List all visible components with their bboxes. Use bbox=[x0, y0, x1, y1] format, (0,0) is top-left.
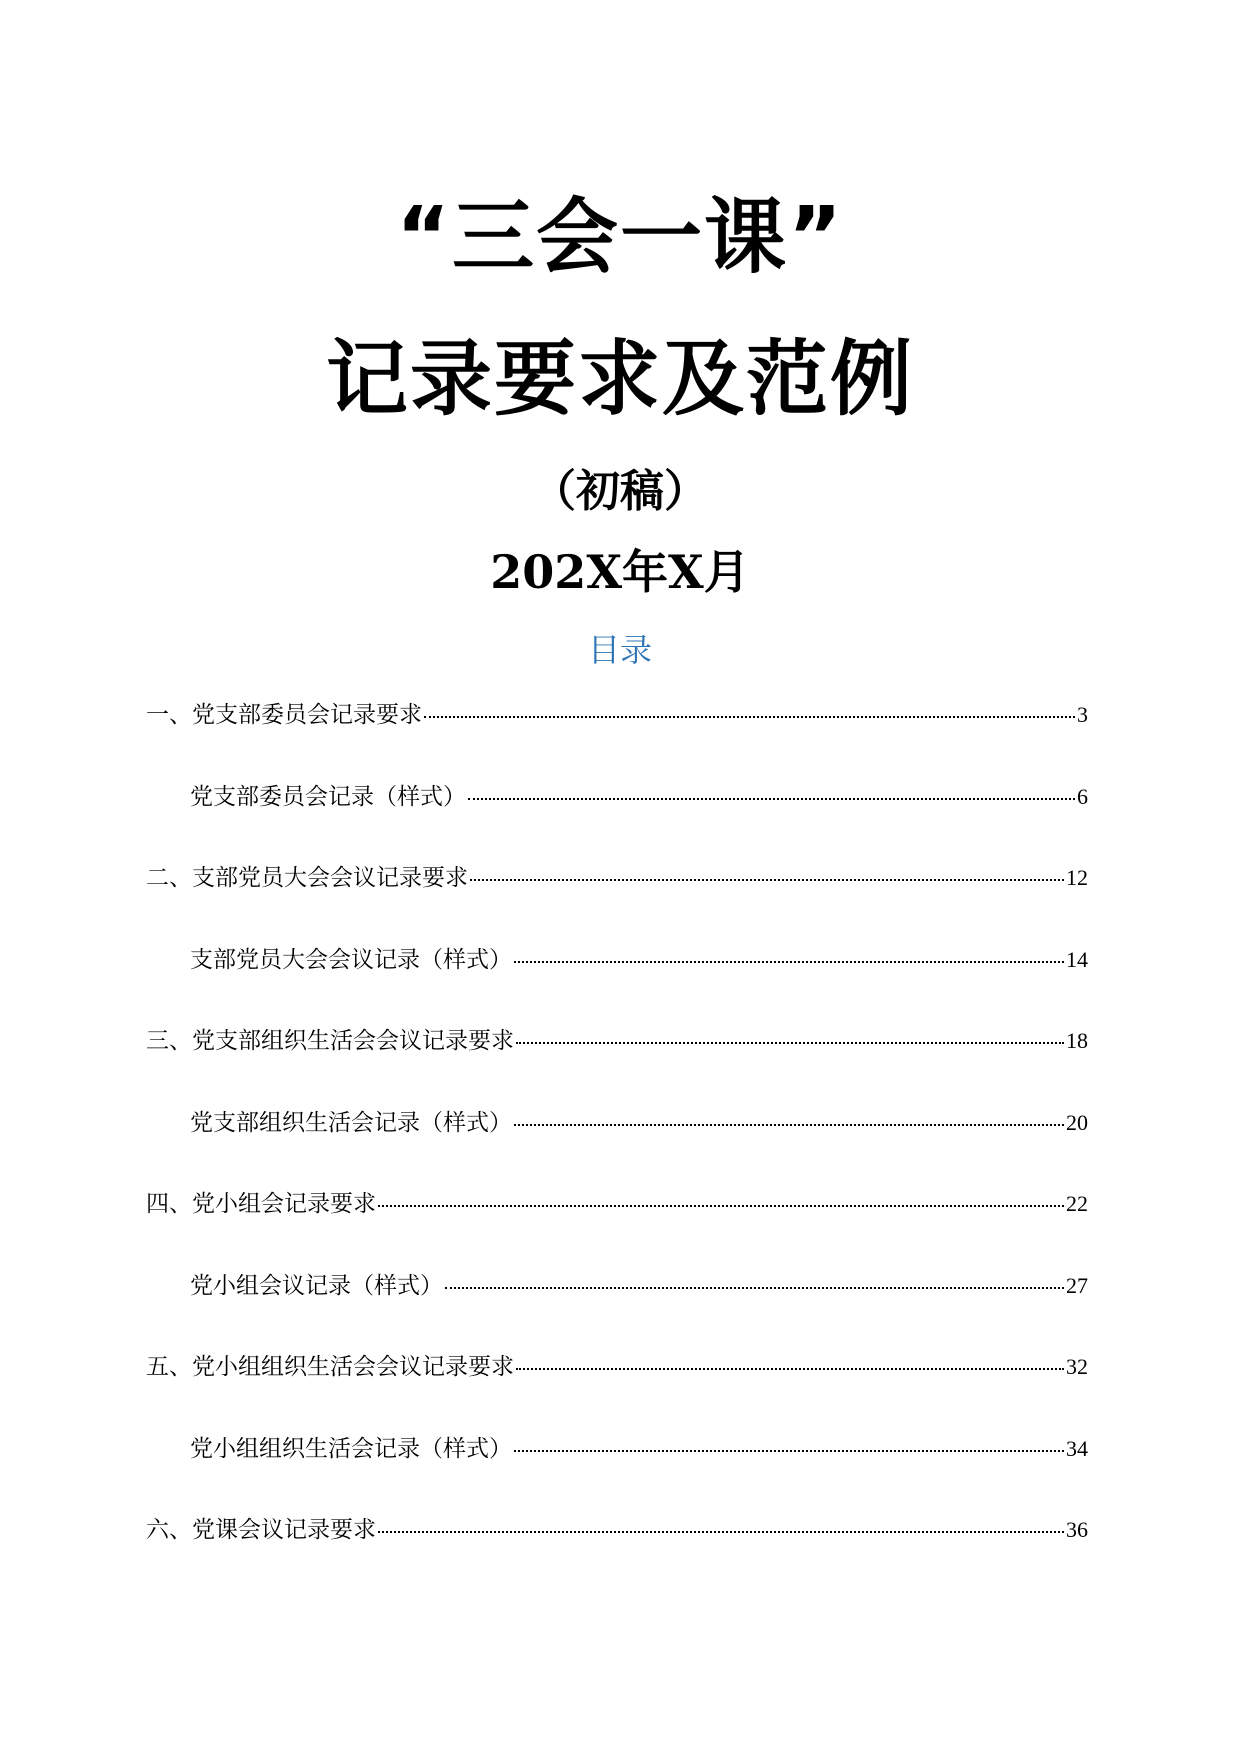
toc-entry-page: 6 bbox=[1077, 783, 1088, 809]
toc-entry-label: 党支部委员会记录（样式） bbox=[190, 783, 466, 810]
toc-entry[interactable] bbox=[146, 695, 1088, 777]
toc-entry[interactable] bbox=[146, 1510, 1088, 1592]
draft-label: （初稿） bbox=[532, 466, 708, 517]
toc-entry[interactable] bbox=[146, 1429, 1088, 1511]
toc-entry-label: 三、党支部组织生活会会议记录要求 bbox=[146, 1028, 514, 1054]
toc-entry-label: 党支部组织生活会记录（样式） bbox=[190, 1109, 512, 1136]
toc-entry-page: 27 bbox=[1066, 1272, 1088, 1298]
toc-entry-label: 六、党课会议记录要求 bbox=[146, 1517, 376, 1543]
document-title-line-1: “三会一课” bbox=[396, 190, 844, 285]
toc-leader-dots bbox=[514, 1449, 1064, 1452]
toc-leader-dots bbox=[445, 1286, 1064, 1289]
toc-entry-page: 18 bbox=[1066, 1028, 1088, 1053]
toc-entry[interactable] bbox=[146, 858, 1088, 940]
toc-leader-dots bbox=[378, 1204, 1064, 1207]
document-title-line-2: 记录要求及范例 bbox=[325, 332, 914, 427]
toc-entry-page: 3 bbox=[1077, 702, 1088, 727]
toc-entry-page: 32 bbox=[1066, 1354, 1088, 1379]
toc-entry-label: 五、党小组组织生活会会议记录要求 bbox=[146, 1354, 514, 1380]
document-date: 202X年X月 bbox=[490, 545, 750, 599]
toc-entry[interactable] bbox=[146, 940, 1088, 1022]
toc-entry[interactable] bbox=[146, 1347, 1088, 1429]
toc-entry-label: 二、支部党员大会会议记录要求 bbox=[146, 865, 468, 891]
toc-entry[interactable] bbox=[146, 1103, 1088, 1185]
toc-entry-label: 支部党员大会会议记录（样式） bbox=[190, 946, 512, 973]
toc-entry[interactable] bbox=[146, 777, 1088, 859]
toc-leader-dots bbox=[470, 878, 1064, 881]
toc-leader-dots bbox=[378, 1530, 1064, 1533]
toc-entry[interactable] bbox=[146, 1021, 1088, 1103]
toc-entry-label: 党小组会议记录（样式） bbox=[190, 1272, 443, 1299]
toc-leader-dots bbox=[514, 1123, 1064, 1126]
toc-entry-page: 34 bbox=[1066, 1435, 1088, 1461]
toc-entry[interactable] bbox=[146, 1266, 1088, 1348]
toc-entry-page: 12 bbox=[1066, 865, 1088, 890]
toc-leader-dots bbox=[516, 1041, 1064, 1044]
toc-leader-dots bbox=[516, 1367, 1064, 1370]
toc-entry[interactable] bbox=[146, 1184, 1088, 1266]
toc-leader-dots bbox=[514, 960, 1064, 963]
toc-entry-label: 党小组组织生活会记录（样式） bbox=[190, 1435, 512, 1462]
toc-entry-page: 22 bbox=[1066, 1191, 1088, 1216]
toc-leader-dots bbox=[468, 797, 1075, 800]
toc-entry-label: 四、党小组会记录要求 bbox=[146, 1191, 376, 1217]
table-of-contents bbox=[146, 695, 1088, 1592]
toc-entry-page: 20 bbox=[1066, 1109, 1088, 1135]
toc-entry-page: 36 bbox=[1066, 1517, 1088, 1542]
toc-leader-dots bbox=[424, 715, 1075, 718]
toc-entry-page: 14 bbox=[1066, 946, 1088, 972]
toc-heading: 目录 bbox=[587, 631, 652, 669]
toc-entry-label: 一、党支部委员会记录要求 bbox=[146, 702, 422, 728]
